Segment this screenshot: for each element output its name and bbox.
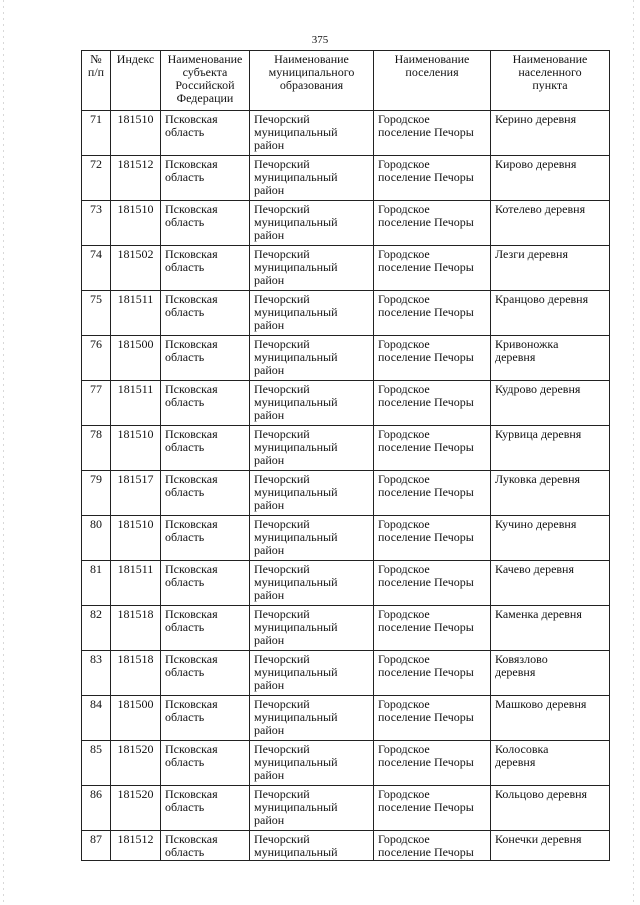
table-row	[82, 381, 610, 426]
table-row	[82, 606, 610, 651]
cell-index: 181500	[111, 696, 161, 741]
cell-index: 181510	[111, 111, 161, 156]
cell-locality: Кирово деревня	[491, 156, 610, 201]
cell-index: 181518	[111, 651, 161, 696]
cell-locality: Конечки деревня	[491, 831, 610, 861]
cell-subject: Псковская область	[161, 606, 250, 651]
cell-subject: Псковская область	[161, 111, 250, 156]
cell-number: 77	[82, 381, 111, 426]
cell-locality: Машково деревня	[491, 696, 610, 741]
cell-index: 181511	[111, 381, 161, 426]
cell-subject: Псковская область	[161, 741, 250, 786]
cell-locality: Кудрово деревня	[491, 381, 610, 426]
cell-number: 78	[82, 426, 111, 471]
cell-settlement: Городское поселение Печоры	[374, 516, 491, 561]
cell-settlement: Городское поселение Печоры	[374, 606, 491, 651]
cell-locality: Каменка деревня	[491, 606, 610, 651]
cell-settlement: Городское поселение Печоры	[374, 561, 491, 606]
table-row	[82, 111, 610, 156]
cell-index: 181517	[111, 471, 161, 516]
cell-settlement: Городское поселение Печоры	[374, 246, 491, 291]
cell-settlement: Городское поселение Печоры	[374, 156, 491, 201]
cell-number: 82	[82, 606, 111, 651]
cell-locality: Котелево деревня	[491, 201, 610, 246]
cell-municipality: Печорский муниципальный район	[250, 651, 374, 696]
cell-subject: Псковская область	[161, 336, 250, 381]
cell-settlement: Городское поселение Печоры	[374, 651, 491, 696]
cell-index: 181512	[111, 831, 161, 861]
cell-subject: Псковская область	[161, 561, 250, 606]
cell-settlement: Городское поселение Печоры	[374, 741, 491, 786]
cell-index: 181511	[111, 561, 161, 606]
cell-settlement: Городское поселение Печоры	[374, 111, 491, 156]
cell-subject: Псковская область	[161, 651, 250, 696]
cell-municipality: Печорский муниципальный район	[250, 201, 374, 246]
cell-locality: Кривоножка деревня	[491, 336, 610, 381]
cell-number: 84	[82, 696, 111, 741]
cell-settlement: Городское поселение Печоры	[374, 696, 491, 741]
cell-municipality: Печорский муниципальный район	[250, 471, 374, 516]
cell-subject: Псковская область	[161, 696, 250, 741]
cell-municipality: Печорский муниципальный район	[250, 291, 374, 336]
cell-subject: Псковская область	[161, 381, 250, 426]
table-row	[82, 561, 610, 606]
cell-subject: Псковская область	[161, 471, 250, 516]
table-row	[82, 156, 610, 201]
cell-number: 75	[82, 291, 111, 336]
cell-municipality: Печорский муниципальный район	[250, 561, 374, 606]
cell-subject: Псковская область	[161, 291, 250, 336]
scan-left-edge	[3, 0, 4, 905]
cell-locality: Качево деревня	[491, 561, 610, 606]
cell-settlement: Городское поселение Печоры	[374, 201, 491, 246]
table-row	[82, 831, 610, 861]
cell-settlement: Городское поселение Печоры	[374, 786, 491, 831]
cell-index: 181511	[111, 291, 161, 336]
cell-municipality: Печорский муниципальный район	[250, 156, 374, 201]
header-locality: Наименование населенного пункта	[491, 51, 610, 111]
cell-settlement: Городское поселение Печоры	[374, 336, 491, 381]
cell-locality: Кольцово деревня	[491, 786, 610, 831]
cell-municipality: Печорский муниципальный	[250, 831, 374, 861]
cell-number: 81	[82, 561, 111, 606]
cell-municipality: Печорский муниципальный район	[250, 516, 374, 561]
cell-index: 181512	[111, 156, 161, 201]
cell-number: 73	[82, 201, 111, 246]
cell-locality: Колосовка деревня	[491, 741, 610, 786]
cell-number: 83	[82, 651, 111, 696]
table-row	[82, 786, 610, 831]
cell-municipality: Печорский муниципальный район	[250, 696, 374, 741]
cell-municipality: Печорский муниципальный район	[250, 381, 374, 426]
cell-index: 181502	[111, 246, 161, 291]
cell-number: 76	[82, 336, 111, 381]
table-row	[82, 651, 610, 696]
cell-number: 72	[82, 156, 111, 201]
cell-locality: Кранцово деревня	[491, 291, 610, 336]
header-subject: Наименование субъекта Российской Федерации	[161, 51, 250, 111]
cell-locality: Керино деревня	[491, 111, 610, 156]
cell-number: 86	[82, 786, 111, 831]
cell-locality: Курвица деревня	[491, 426, 610, 471]
table-row	[82, 201, 610, 246]
cell-municipality: Печорский муниципальный район	[250, 336, 374, 381]
table-row	[82, 246, 610, 291]
table-row	[82, 741, 610, 786]
cell-locality: Луковка деревня	[491, 471, 610, 516]
table-row	[82, 516, 610, 561]
table-row	[82, 291, 610, 336]
cell-settlement: Городское поселение Печоры	[374, 831, 491, 861]
cell-municipality: Печорский муниципальный район	[250, 426, 374, 471]
cell-municipality: Печорский муниципальный район	[250, 741, 374, 786]
cell-subject: Псковская область	[161, 156, 250, 201]
cell-index: 181520	[111, 741, 161, 786]
table-row	[82, 336, 610, 381]
header-index: Индекс	[111, 51, 161, 111]
cell-municipality: Печорский муниципальный район	[250, 111, 374, 156]
header-settlement: Наименование поселения	[374, 51, 491, 111]
scan-right-edge	[633, 0, 634, 905]
cell-index: 181510	[111, 201, 161, 246]
cell-subject: Псковская область	[161, 201, 250, 246]
cell-settlement: Городское поселение Печоры	[374, 291, 491, 336]
cell-index: 181518	[111, 606, 161, 651]
cell-settlement: Городское поселение Печоры	[374, 471, 491, 516]
table-row	[82, 471, 610, 516]
table-body	[82, 111, 610, 861]
cell-number: 87	[82, 831, 111, 861]
cell-number: 74	[82, 246, 111, 291]
header-municipality: Наименование муниципального образования	[250, 51, 374, 111]
cell-subject: Псковская область	[161, 831, 250, 861]
page-number: 375	[311, 34, 329, 46]
cell-subject: Псковская область	[161, 516, 250, 561]
header-number: № п/п	[82, 51, 111, 111]
cell-subject: Псковская область	[161, 426, 250, 471]
cell-subject: Псковская область	[161, 786, 250, 831]
cell-settlement: Городское поселение Печоры	[374, 426, 491, 471]
settlements-table	[81, 50, 610, 861]
cell-locality: Кучино деревня	[491, 516, 610, 561]
cell-locality: Лезги деревня	[491, 246, 610, 291]
cell-index: 181520	[111, 786, 161, 831]
table-header-row	[82, 51, 610, 111]
cell-number: 80	[82, 516, 111, 561]
cell-index: 181510	[111, 426, 161, 471]
cell-settlement: Городское поселение Печоры	[374, 381, 491, 426]
cell-municipality: Печорский муниципальный район	[250, 246, 374, 291]
cell-number: 71	[82, 111, 111, 156]
cell-number: 85	[82, 741, 111, 786]
cell-number: 79	[82, 471, 111, 516]
cell-municipality: Печорский муниципальный район	[250, 786, 374, 831]
cell-locality: Ковязлово деревня	[491, 651, 610, 696]
cell-index: 181510	[111, 516, 161, 561]
cell-subject: Псковская область	[161, 246, 250, 291]
cell-municipality: Печорский муниципальный район	[250, 606, 374, 651]
cell-index: 181500	[111, 336, 161, 381]
table-row	[82, 696, 610, 741]
table-row	[82, 426, 610, 471]
